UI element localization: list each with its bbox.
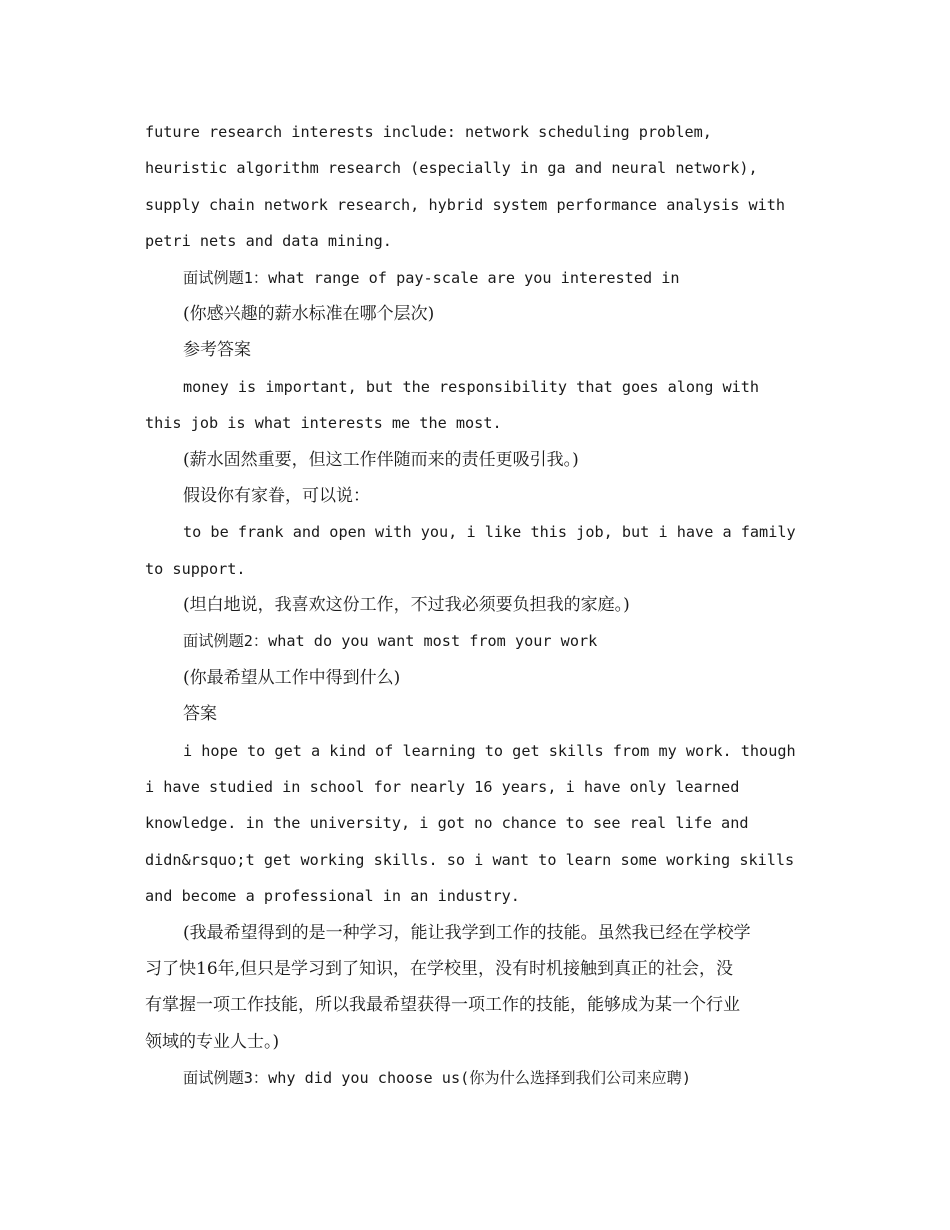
answer-2-translation: 领域的专业人士。) [145,1031,280,1052]
document-body [145,114,815,1097]
question-2-translation: (你最希望从工作中得到什么) [183,667,401,688]
answer-label: 答案 [183,704,217,725]
answer-2-line: didn&rsquo;t get working skills. so i want to learn some working skills [145,850,795,869]
answer-2-line: knowledge. in the university, i got no chance to see real life and [145,814,749,833]
paragraph-line-research-interests: petri nets and data mining. [145,232,392,251]
answer-2-line: and become a professional in an industry. [145,887,520,906]
paragraph-line-research-interests: heuristic algorithm research (especially in ga and neural network), [145,159,758,178]
answer-2-translation: (我最希望得到的是一种学习，能让我学到工作的技能。虽然我已经在学校学 [183,922,751,943]
answer-1-line: this job is what interests me the most. [145,414,502,433]
answer-2-line: i have studied in school for nearly 16 years, i have only learned [145,778,740,797]
answer-1-translation: (薪水固然重要，但这工作伴随而来的责任更吸引我。) [183,449,579,470]
question-2-heading: 面试例题2：what do you want most from your work [183,632,598,651]
question-1-translation: (你感兴趣的薪水标准在哪个层次) [183,303,435,324]
family-answer-line: to support. [145,559,246,578]
paragraph-line-research-interests: future research interests include: network scheduling problem, [145,123,712,141]
question-1-heading: 面试例题1：what range of pay-scale are you interested in [183,268,680,287]
paragraph-line-research-interests: supply chain network research, hybrid system performance analysis with [145,195,786,214]
reference-answer-label: 参考答案 [183,340,251,361]
family-answer-line: to be frank and open with you, i like this job, but i have a family [183,523,796,542]
family-answer-translation: (坦白地说，我喜欢这份工作，不过我必须要负担我的家庭。) [183,595,630,616]
family-case-label: 假设你有家眷，可以说： [183,485,370,506]
answer-1-line: money is important, but the responsibility that goes along with [183,377,760,396]
answer-2-translation: 习了快16年,但只是学习到了知识，在学校里，没有时机接触到真正的社会，没 [145,958,734,979]
answer-2-translation: 有掌握一项工作技能，所以我最希望获得一项工作的技能，能够成为某一个行业 [145,995,740,1016]
answer-2-line: i hope to get a kind of learning to get skills from my work. though [183,741,796,760]
question-3-heading: 面试例题3：why did you choose us(你为什么选择到我们公司来应聘) [183,1069,692,1088]
